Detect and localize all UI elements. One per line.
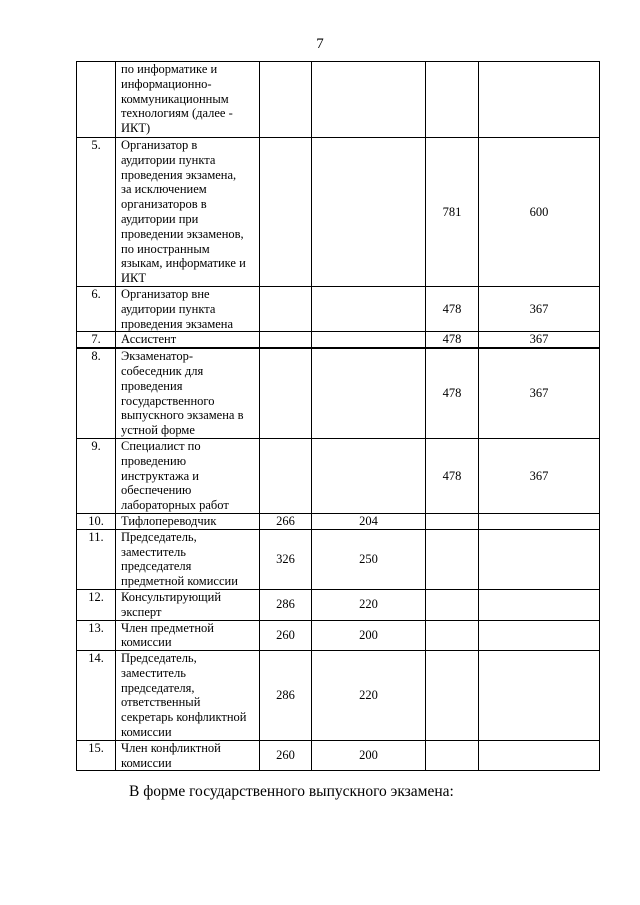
- value-cell: 260: [260, 740, 312, 771]
- value-cell: [479, 62, 600, 138]
- value-cell: [312, 348, 426, 438]
- table-row: [77, 138, 600, 287]
- value-cell: 286: [260, 589, 312, 620]
- value-cell: 220: [312, 589, 426, 620]
- value-cell: 200: [312, 620, 426, 651]
- position-name: Организатор в аудитории пункта проведения экзамена, за исключением организаторов в аудитории при проведении экзаменов, по иностранным языкам, информатике и ИКТ: [116, 138, 260, 287]
- value-cell: 478: [426, 438, 479, 513]
- table-row: [77, 438, 600, 513]
- row-number: [77, 62, 116, 138]
- position-name: Экзаменатор- собеседник для проведения государственного выпускного экзамена в устной форме: [116, 348, 260, 438]
- value-cell: 367: [479, 438, 600, 513]
- row-number: 12.: [77, 589, 116, 620]
- value-cell: [312, 438, 426, 513]
- value-cell: 478: [426, 332, 479, 348]
- row-number: 7.: [77, 332, 116, 348]
- value-cell: [260, 286, 312, 331]
- value-cell: 204: [312, 513, 426, 529]
- table-row: [77, 529, 600, 589]
- value-cell: [426, 513, 479, 529]
- value-cell: [426, 62, 479, 138]
- position-name: Организатор вне аудитории пункта проведения экзамена: [116, 286, 260, 331]
- value-cell: [260, 138, 312, 287]
- row-number: 5.: [77, 138, 116, 287]
- table-row: [77, 62, 600, 138]
- value-cell: [260, 332, 312, 348]
- payment-table: [76, 61, 600, 771]
- value-cell: [312, 62, 426, 138]
- value-cell: [426, 589, 479, 620]
- row-number: 13.: [77, 620, 116, 651]
- table-body: [77, 62, 600, 771]
- table-row: [77, 589, 600, 620]
- position-name: Член предметной комиссии: [116, 620, 260, 651]
- page-number: 7: [316, 36, 324, 52]
- value-cell: [426, 740, 479, 771]
- value-cell: [426, 651, 479, 741]
- value-cell: [312, 286, 426, 331]
- value-cell: [479, 620, 600, 651]
- value-cell: 478: [426, 348, 479, 438]
- row-number: 11.: [77, 529, 116, 589]
- table-row: [77, 740, 600, 771]
- value-cell: 367: [479, 348, 600, 438]
- row-number: 9.: [77, 438, 116, 513]
- value-cell: 326: [260, 529, 312, 589]
- value-cell: 478: [426, 286, 479, 331]
- table-row: [77, 513, 600, 529]
- value-cell: 260: [260, 620, 312, 651]
- table-row: [77, 286, 600, 331]
- value-cell: 220: [312, 651, 426, 741]
- value-cell: [260, 438, 312, 513]
- position-name: Председатель, заместитель председателя предметной комиссии: [116, 529, 260, 589]
- value-cell: [479, 529, 600, 589]
- value-cell: [260, 348, 312, 438]
- section-heading: В форме государственного выпускного экзамена:: [129, 783, 454, 800]
- position-name: по информатике и информационно- коммуникационным технологиям (далее - ИКТ): [116, 62, 260, 138]
- position-name: Председатель, заместитель председателя, ответственный секретарь конфликтной комиссии: [116, 651, 260, 741]
- table-row: [77, 348, 600, 438]
- value-cell: 200: [312, 740, 426, 771]
- value-cell: 266: [260, 513, 312, 529]
- value-cell: [479, 651, 600, 741]
- value-cell: 600: [479, 138, 600, 287]
- row-number: 6.: [77, 286, 116, 331]
- row-number: 14.: [77, 651, 116, 741]
- position-name: Член конфликтной комиссии: [116, 740, 260, 771]
- value-cell: [260, 62, 312, 138]
- value-cell: 286: [260, 651, 312, 741]
- value-cell: [479, 513, 600, 529]
- value-cell: 367: [479, 332, 600, 348]
- position-name: Консультирующий эксперт: [116, 589, 260, 620]
- position-name: Тифлопереводчик: [116, 513, 260, 529]
- value-cell: [426, 620, 479, 651]
- table-row: [77, 651, 600, 741]
- row-number: 10.: [77, 513, 116, 529]
- value-cell: [312, 138, 426, 287]
- position-name: Ассистент: [116, 332, 260, 348]
- value-cell: [479, 740, 600, 771]
- value-cell: 781: [426, 138, 479, 287]
- value-cell: 250: [312, 529, 426, 589]
- value-cell: [479, 589, 600, 620]
- value-cell: [426, 529, 479, 589]
- row-number: 15.: [77, 740, 116, 771]
- table-row: [77, 620, 600, 651]
- value-cell: 367: [479, 286, 600, 331]
- table-row: [77, 332, 600, 348]
- position-name: Специалист по проведению инструктажа и обеспечению лабораторных работ: [116, 438, 260, 513]
- value-cell: [312, 332, 426, 348]
- row-number: 8.: [77, 348, 116, 438]
